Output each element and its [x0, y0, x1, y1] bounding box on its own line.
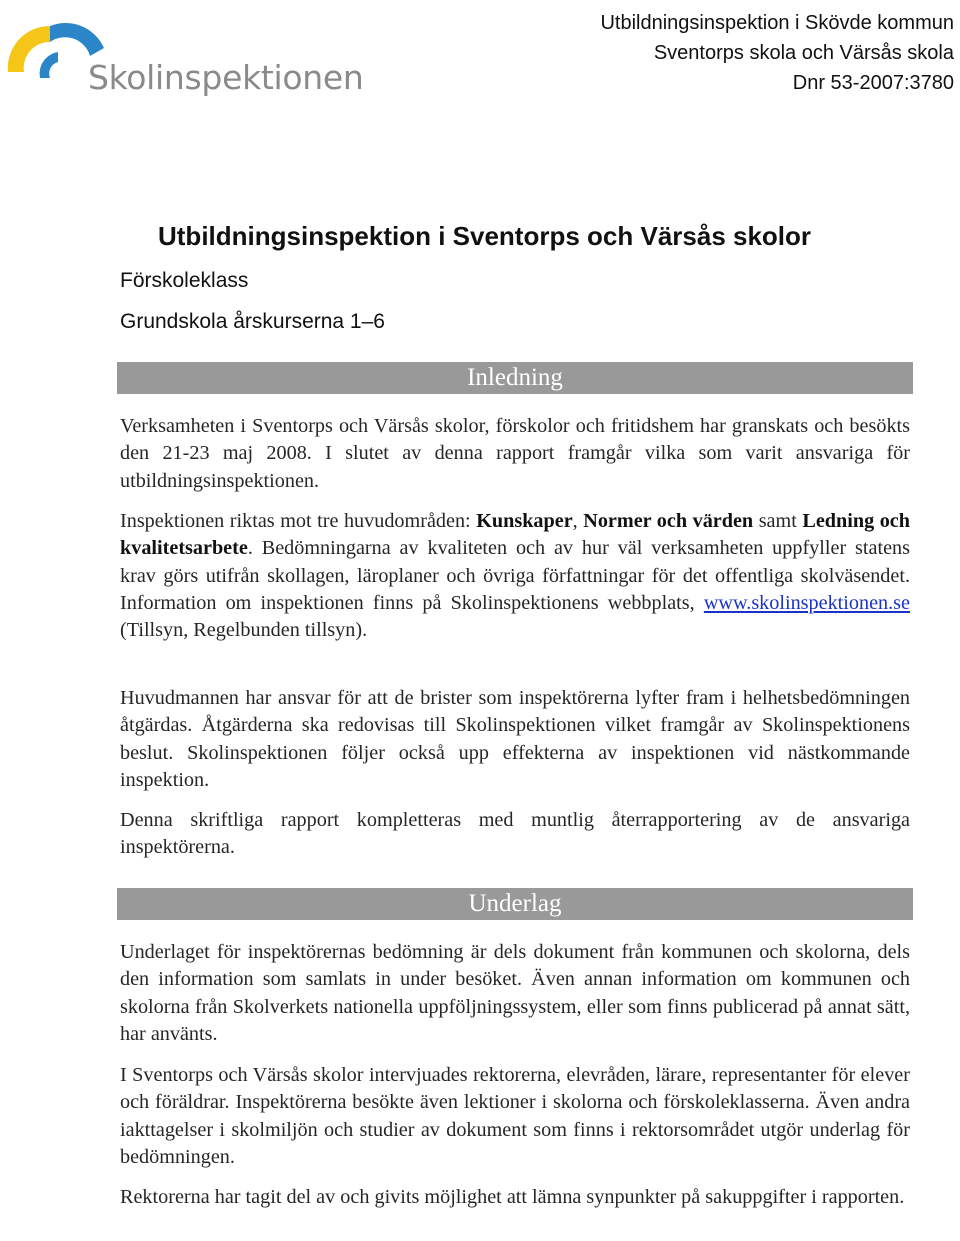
document-header-meta	[600, 8, 954, 98]
text-segment: (Tillsyn, Regelbunden tillsyn).	[120, 619, 368, 642]
section-heading-underlag: Underlag	[117, 888, 913, 920]
logo-wordmark: Skolinspektionen	[88, 58, 364, 97]
header-municipality: Utbildningsinspektion i Skövde kommun	[600, 12, 954, 34]
subtitle-preschool-class: Förskoleklass	[120, 269, 249, 292]
bold-kunskaper: Kunskaper	[476, 510, 573, 532]
paragraph-underlag-2: I Sventorps och Värsås skolor intervjuades rektorerna, elevråden, lärare, representanter för elever och föräldrar. Inspektörerna besökte även lektioner i skolorna och förskoleklasserna. Även andra iakttagelser i skolmiljön och studier av dokument som finns i rektorsområdet utgör underlag för bedömningen.	[120, 1064, 910, 1168]
page-title: Utbildningsinspektion i Sventorps och Värsås skolor	[158, 221, 812, 251]
header-schools: Sventorps skola och Värsås skola	[653, 42, 954, 64]
skolinspektionen-logo	[0, 4, 364, 104]
text-segment: ,	[572, 510, 584, 532]
bold-ledning-och-kvalitetsarbete: Ledning och kvalitetsarbete	[120, 510, 910, 560]
text-segment: samt	[753, 510, 803, 532]
section-heading-inledning: Inledning	[117, 362, 913, 394]
text-segment: Inspektionen riktas mot tre huvudområden:	[120, 510, 477, 532]
paragraph-underlag-1: Underlaget för inspektörernas bedömning är dels dokument från kommunen och skolorna, dels den information som samlats in under besöket. Även annan information om kommunen och skolorna från Skolverkets nationella uppföljningssystem, eller som finns publicerad på annat sätt, har använts.	[120, 941, 910, 1045]
paragraph-inledning-1: Verksamheten i Sventorps och Värsås skolor, förskolor och fritidshem har granskats och besökts den 21-23 maj 2008. I slutet av denna rapport framgår vilka som varit ansvariga för utbildningsinspektionen.	[120, 415, 910, 492]
paragraph-inledning-4: Denna skriftliga rapport kompletteras med muntlig återrapportering av de ansvariga inspektörerna.	[120, 809, 910, 859]
header-diary-number: Dnr 53-2007:3780	[792, 72, 954, 94]
text-segment: . Bedömningarna av kvaliteten och av hur väl verksamheten uppfyller statens krav görs utifrån skollagen, läroplaner och övriga författningar för det offentliga skolväsendet. Information om inspektionen finns på Skolinspektionens webbplats,	[120, 537, 910, 614]
paragraph-inledning-3: Huvudmannen har ansvar för att de brister som inspektörerna lyfter fram i helhetsbedömningen åtgärdas. Åtgärderna ska redovisas till Skolinspektionen vilket framgår av Skolinspektionens beslut. Skolinspektionen följer också upp effekterna av inspektionen vid nästkommande inspektion.	[120, 687, 910, 791]
bold-normer-och-varden: Normer och värden	[583, 510, 754, 532]
paragraph-inledning-2	[120, 508, 910, 644]
subtitle-grades: Grundskola årskurserna 1–6	[120, 310, 385, 333]
paragraph-underlag-3: Rektorerna har tagit del av och givits möjlighet att lämna synpunkter på sakuppgifter i rapporten.	[120, 1186, 905, 1208]
skolinspektionen-website-link[interactable]: www.skolinspektionen.se	[703, 591, 910, 614]
